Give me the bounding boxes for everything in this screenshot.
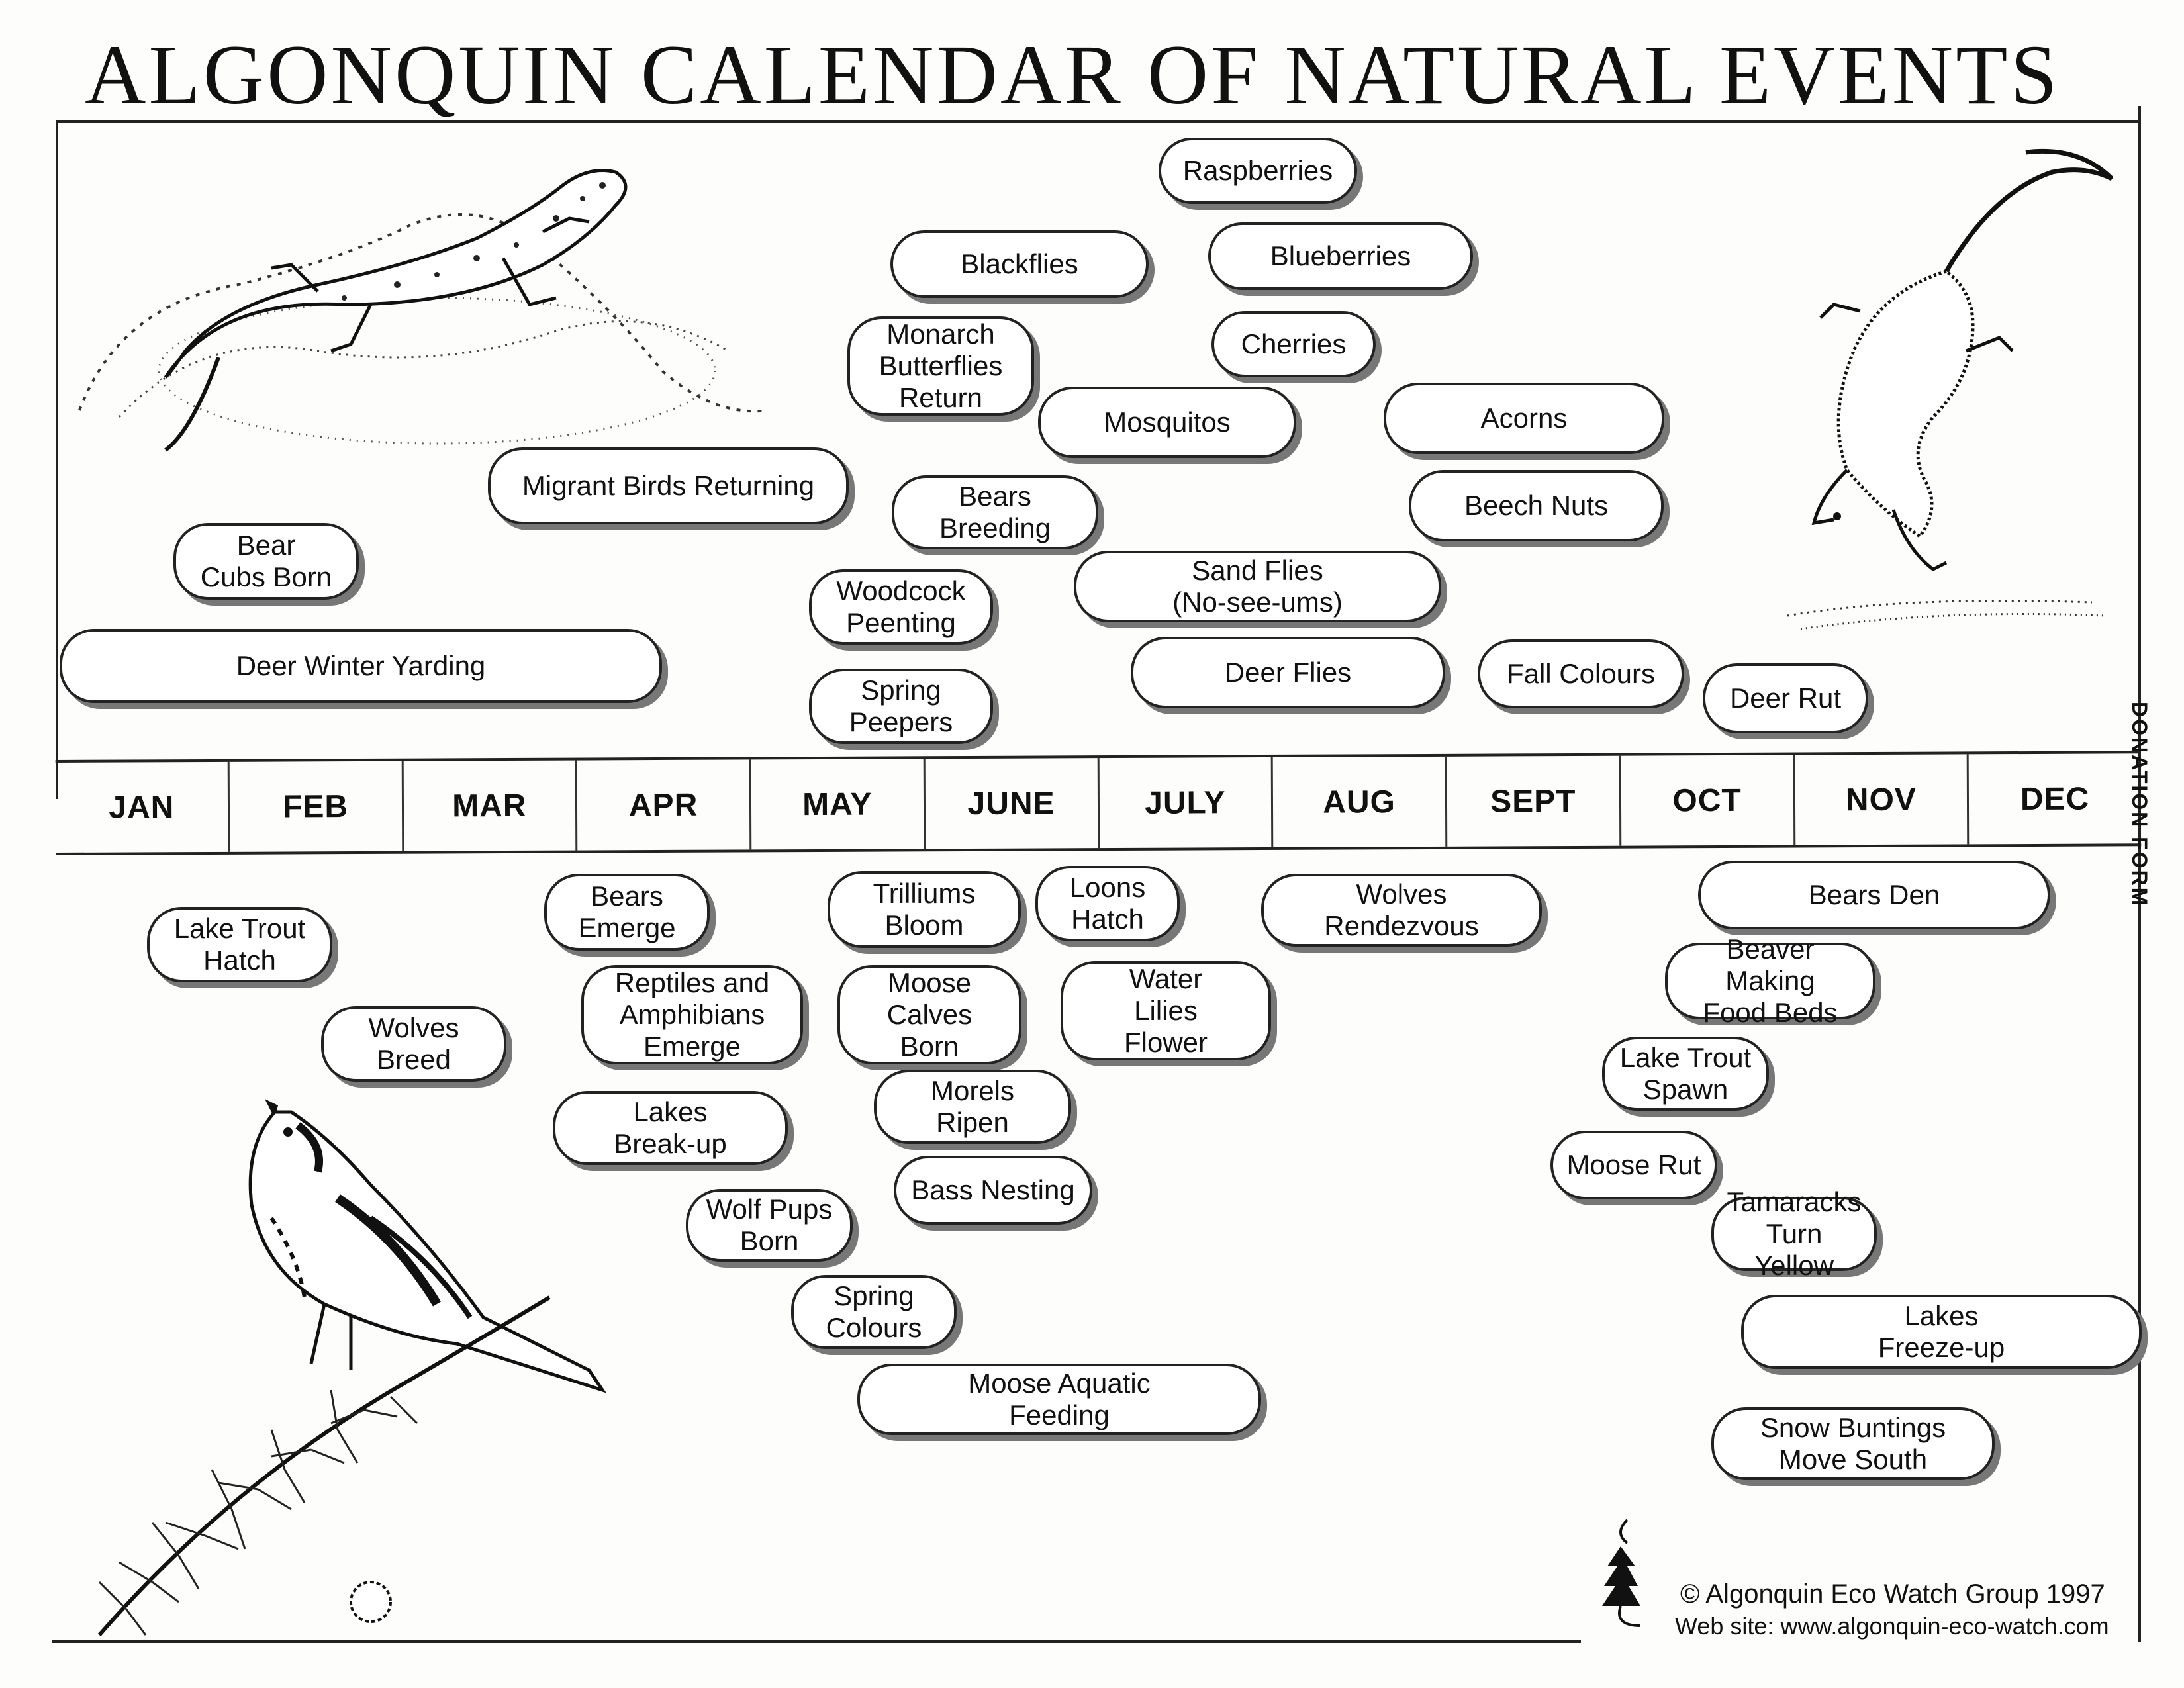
month-apr: APR — [577, 759, 751, 850]
event-deer-rut: Deer Rut — [1703, 663, 1868, 733]
event-wolves-rendezvous: Wolves Rendezvous — [1261, 874, 1542, 947]
event-sand-flies: Sand Flies (No-see-ums) — [1074, 551, 1441, 622]
month-sept: SEPT — [1447, 756, 1621, 847]
event-monarch: Monarch Butterflies Return — [847, 316, 1034, 416]
event-moose-rut: Moose Rut — [1550, 1131, 1717, 1199]
month-jan: JAN — [56, 762, 230, 853]
month-dec: DEC — [2020, 781, 2090, 817]
side-stamp-text: DONATION FORM — [2128, 702, 2152, 908]
event-beech-nuts: Beech Nuts — [1409, 470, 1664, 541]
event-moose-aquatic: Moose Aquatic Feeding — [857, 1364, 1261, 1435]
event-loons-hatch: Loons Hatch — [1035, 866, 1180, 941]
event-tamaracks: Tamaracks Turn Yellow — [1711, 1197, 1877, 1271]
event-migrant-birds: Migrant Birds Returning — [488, 447, 849, 524]
ermine-illustration — [1774, 139, 2118, 642]
event-wolf-pups: Wolf Pups Born — [686, 1189, 853, 1262]
month-june: JUNE — [925, 758, 1099, 849]
event-deer-yarding: Deer Winter Yarding — [60, 629, 662, 703]
event-bears-emerge: Bears Emerge — [544, 874, 710, 951]
page-title: ALGONQUIN CALENDAR OF NATURAL EVENTS — [85, 28, 2060, 122]
event-snow-buntings: Snow Buntings Move South — [1711, 1407, 1995, 1480]
event-spring-peepers: Spring Peepers — [809, 669, 993, 744]
salamander-illustration — [66, 132, 808, 477]
event-lakes-freeze: Lakes Freeze-up — [1741, 1295, 2142, 1369]
warbler-illustration — [86, 1086, 629, 1655]
event-lake-trout-hatch: Lake Trout Hatch — [147, 907, 332, 982]
event-bears-breeding: Bears Breeding — [892, 475, 1098, 549]
event-deer-flies: Deer Flies — [1131, 637, 1445, 708]
event-cherries: Cherries — [1211, 311, 1376, 377]
event-fall-colours: Fall Colours — [1478, 639, 1684, 708]
frame-left-rule — [56, 120, 58, 799]
month-aug: AUG — [1273, 757, 1447, 847]
event-lakes-breakup: Lakes Break-up — [553, 1091, 788, 1165]
footer-website: Web site: www.algonquin-eco-watch.com — [1675, 1613, 2109, 1640]
month-mar: MAR — [403, 761, 577, 851]
tree-logo-icon — [1594, 1513, 1654, 1632]
month-may: MAY — [751, 759, 926, 849]
event-lake-trout-spawn: Lake Trout Spawn — [1602, 1037, 1769, 1111]
month-oct: OCT — [1621, 755, 1795, 846]
event-blueberries: Blueberries — [1208, 222, 1473, 290]
event-raspberries: Raspberries — [1159, 138, 1357, 204]
month-feb: FEB — [229, 761, 403, 852]
event-mosquitos: Mosquitos — [1038, 387, 1296, 458]
event-spring-colours: Spring Colours — [791, 1275, 957, 1349]
month-band — [56, 751, 2142, 855]
event-moose-calves: Moose Calves Born — [837, 965, 1021, 1064]
event-morels: Morels Ripen — [874, 1070, 1071, 1144]
event-trilliums: Trilliums Bloom — [828, 871, 1021, 948]
month-july: JULY — [1099, 757, 1273, 848]
footer-copyright: © Algonquin Eco Watch Group 1997 — [1680, 1579, 2105, 1609]
month-nov: NOV — [1795, 754, 1969, 845]
event-bear-cubs: Bear Cubs Born — [173, 523, 359, 600]
event-blackflies: Blackflies — [890, 230, 1149, 298]
event-woodcock: Woodcock Peenting — [809, 569, 993, 645]
frame-top-rule — [56, 120, 2141, 123]
event-wolves-breed: Wolves Breed — [321, 1006, 506, 1082]
event-bass-nesting: Bass Nesting — [894, 1156, 1092, 1225]
event-reptiles: Reptiles and Amphibians Emerge — [581, 965, 803, 1064]
event-bears-den: Bears Den — [1698, 861, 2050, 929]
event-water-lilies: Water Lilies Flower — [1061, 961, 1271, 1060]
event-beaver-food: Beaver Making Food Beds — [1665, 943, 1875, 1019]
event-acorns: Acorns — [1384, 383, 1664, 454]
